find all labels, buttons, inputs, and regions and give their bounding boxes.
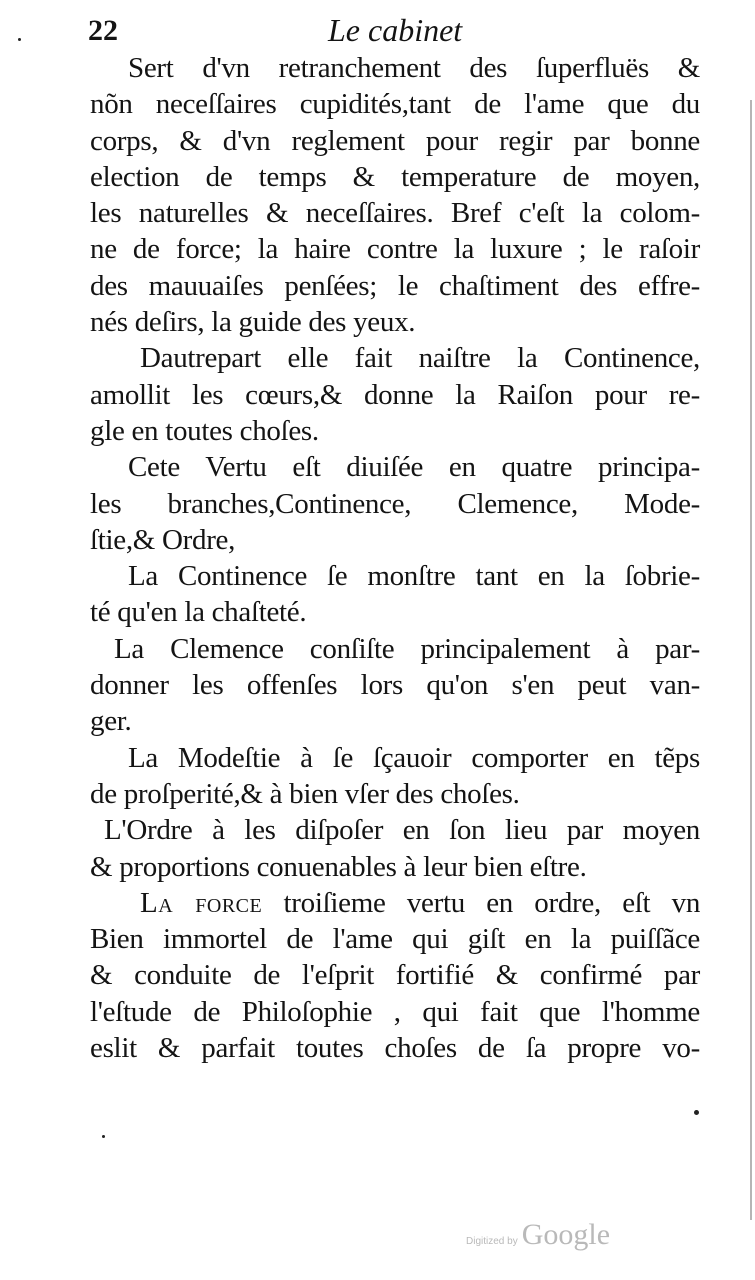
text-line: La Modeſtie à ſe ſçauoir comporter en tẽps — [128, 741, 700, 774]
text-line: ne de force; la haire contre la luxure ; le raſoir — [90, 233, 700, 266]
text-line: les naturelles & neceſſaires. Bref c'eſt la colom- — [90, 197, 700, 230]
text-line: election de temps & temperature de moyen, — [90, 160, 700, 193]
page-edge-shadow — [750, 100, 752, 1220]
text-line: Cete Vertu eſt diuiſée en quatre principa- — [128, 451, 700, 484]
text-line: l'eſtude de Philoſophie , qui fait que l'homme — [90, 995, 700, 1028]
text-line: & conduite de l'eſprit fortifié & confirmé par — [90, 959, 700, 992]
text-line: & proportions conuenables à leur bien eſtre. — [90, 850, 587, 883]
body-text — [90, 50, 700, 1066]
text-line: corps, & d'vn reglement pour regir par bonne — [90, 124, 700, 157]
running-head: Le cabinet — [328, 12, 463, 48]
digitized-watermark — [466, 1218, 610, 1252]
text-line: les branches,Continence, Clemence, Mode- — [90, 487, 700, 520]
text-line: La Clemence conſiſte principalement à par- — [114, 632, 700, 665]
force-lead: La force — [140, 886, 263, 919]
ink-speck — [694, 1110, 699, 1115]
ink-speck — [18, 38, 21, 41]
text-line: eslit & parfait toutes choſes de ſa propre vo- — [90, 1032, 700, 1065]
text-line: de proſperité,& à bien vſer des choſes. — [90, 777, 520, 810]
text-line: gle en toutes choſes. — [90, 414, 319, 447]
text-line: ger. — [90, 705, 132, 738]
text-line: Bien immortel de l'ame qui giſt en la puiſſãce — [90, 923, 700, 956]
text-line: des mauuaiſes penſées; le chaſtiment des effre- — [90, 269, 700, 302]
text-line: La Continence ſe monſtre tant en la ſobrie- — [128, 560, 700, 593]
google-logo: Google — [521, 1218, 611, 1251]
text-line: Sert d'vn retranchement des ſuperfluës & — [128, 52, 700, 84]
text-line: Dautrepart elle fait naiſtre la Continence, — [140, 342, 700, 375]
text-line: té qu'en la chaſteté. — [90, 596, 307, 629]
text-line: amollit les cœurs,& donne la Raiſon pour re- — [90, 378, 700, 411]
force-rest: troiſieme vertu en ordre, eſt vn — [283, 886, 701, 919]
text-line: donner les offenſes lors qu'on s'en peut van- — [90, 669, 700, 702]
ink-speck — [102, 1135, 105, 1138]
text-line: nõn neceſſaires cupidités,tant de l'ame que du — [90, 88, 700, 121]
page-header — [88, 10, 698, 50]
text-line: ſtie,& Ordre, — [90, 523, 236, 556]
watermark-prefix: Digitized by — [466, 1236, 518, 1247]
text-line: nés deſirs, la guide des yeux. — [90, 306, 416, 339]
text-line: L'Ordre à les diſpoſer en ſon lieu par moyen — [104, 814, 700, 847]
page-number: 22 — [88, 14, 118, 47]
text-line-force — [90, 885, 700, 921]
